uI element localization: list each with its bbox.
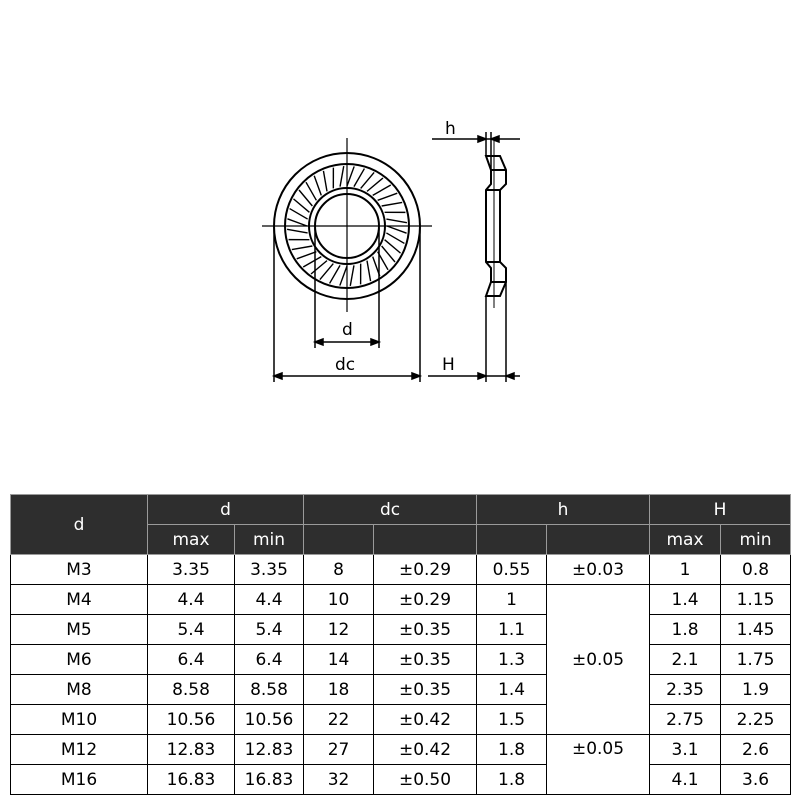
cell-H-max: 2.1 [650,645,721,675]
cell-d-min: 10.56 [235,705,304,735]
table-row [11,735,791,765]
header-d-max: max [148,525,235,555]
cell-d-max: 12.83 [148,735,235,765]
serration-line [386,219,407,223]
cell-d-min: 3.35 [235,555,304,585]
cell-h: 1.1 [477,615,547,645]
serration-line [386,233,404,243]
cell-d-min: 4.4 [235,585,304,615]
cell-H-min: 1.45 [721,615,791,645]
serration-line [297,252,317,259]
cell-d-min: 5.4 [235,615,304,645]
serration-line [314,176,321,196]
table-row [11,645,791,675]
cell-dc-tol: ±0.35 [374,615,477,645]
cell-H-max: 3.1 [650,735,721,765]
cell-h-tol: ±0.05 [547,735,650,795]
cell-dc: 22 [304,705,374,735]
cell-h: 1.8 [477,735,547,765]
serration-line [287,229,308,233]
table-row [11,555,791,585]
serration-line [299,190,312,206]
washer-spec-table [10,494,791,795]
cell-dc-tol: ±0.35 [374,645,477,675]
cell-size: M4 [11,585,148,615]
cell-size: M5 [11,615,148,645]
header-d-size: d [11,495,148,555]
cell-H-min: 1.9 [721,675,791,705]
cell-dc-tol: ±0.50 [374,765,477,795]
cell-size: M10 [11,705,148,735]
cell-H-min: 0.8 [721,555,791,585]
serration-line [367,261,371,282]
table-row [11,585,791,615]
table-row [11,765,791,795]
header-h-tol [547,525,650,555]
cell-dc-tol: ±0.42 [374,735,477,765]
header-H-group: H [650,495,791,525]
serration-line [330,265,340,283]
serration-line [378,193,398,200]
cell-H-max: 1.4 [650,585,721,615]
cell-dc: 14 [304,645,374,675]
cell-h: 1.3 [477,645,547,675]
serration-line [350,265,354,286]
washer-side-view [486,140,506,308]
cell-H-min: 2.6 [721,735,791,765]
cell-d-max: 4.4 [148,585,235,615]
serration-line [361,172,374,188]
table-row [11,705,791,735]
serration-line [323,171,327,192]
cell-dc: 12 [304,615,374,645]
cell-d-min: 16.83 [235,765,304,795]
header-d-group: d [148,495,304,525]
cell-dc: 18 [304,675,374,705]
label-h: h [445,119,456,139]
cell-H-min: 3.6 [721,765,791,795]
cell-d-max: 16.83 [148,765,235,795]
serration-line [311,261,327,274]
cell-H-max: 2.35 [650,675,721,705]
cell-d-max: 8.58 [148,675,235,705]
cell-H-max: 2.75 [650,705,721,735]
header-h-group: h [477,495,650,525]
table-row [11,675,791,705]
cell-dc-tol: ±0.42 [374,705,477,735]
center-lines [262,138,432,312]
cell-H-max: 1 [650,555,721,585]
serration-line [306,182,316,200]
cell-size: M8 [11,675,148,705]
cell-d-min: 6.4 [235,645,304,675]
serration-line [320,264,333,280]
serration-line [354,169,364,187]
label-H: H [442,355,455,375]
cell-H-min: 1.75 [721,645,791,675]
cell-size: M12 [11,735,148,765]
header-d-min: min [235,525,304,555]
serration-line [292,246,313,250]
header-row-1 [11,495,791,525]
cell-dc: 8 [304,555,374,585]
cell-d-max: 6.4 [148,645,235,675]
header-dc-tol [374,525,477,555]
cell-H-max: 4.1 [650,765,721,795]
serration-line [303,257,321,267]
table-body [11,555,791,795]
cell-dc-tol: ±0.35 [374,675,477,705]
cell-d-max: 10.56 [148,705,235,735]
serration-line [373,185,391,195]
cell-H-min: 1.15 [721,585,791,615]
cell-d-min: 12.83 [235,735,304,765]
cell-d-max: 3.35 [148,555,235,585]
cell-size: M3 [11,555,148,585]
serration-line [290,209,308,219]
header-dc-value [304,525,374,555]
serration-line [340,266,347,286]
cell-h: 1.5 [477,705,547,735]
cell-h: 1.4 [477,675,547,705]
header-H-max: max [650,525,721,555]
serration-line [287,219,307,226]
cell-dc: 32 [304,765,374,795]
cell-size: M6 [11,645,148,675]
cell-size: M16 [11,765,148,795]
cell-h: 1 [477,585,547,615]
label-d: d [342,320,353,340]
cell-dc-tol: ±0.29 [374,555,477,585]
serration-line [293,199,309,212]
label-dc: dc [335,355,356,375]
cell-d-max: 5.4 [148,615,235,645]
serration-line [382,202,403,206]
cell-h-tol: ±0.03 [547,555,650,585]
serration-line [387,226,407,233]
cell-H-max: 1.8 [650,615,721,645]
header-h-value [477,525,547,555]
table-row [11,615,791,645]
serration-line [347,166,354,186]
header-dc-group: dc [304,495,477,525]
cell-h: 0.55 [477,555,547,585]
header-H-min: min [721,525,791,555]
cell-h-tol: ±0.05 [547,585,650,735]
cell-dc: 27 [304,735,374,765]
cell-dc-tol: ±0.29 [374,585,477,615]
serration-line [367,178,383,191]
cell-d-min: 8.58 [235,675,304,705]
cell-dc: 10 [304,585,374,615]
cell-h: 1.8 [477,765,547,795]
serration-line [340,166,344,187]
serration-line [382,246,395,262]
serration-line [385,240,401,253]
cell-H-min: 2.25 [721,705,791,735]
